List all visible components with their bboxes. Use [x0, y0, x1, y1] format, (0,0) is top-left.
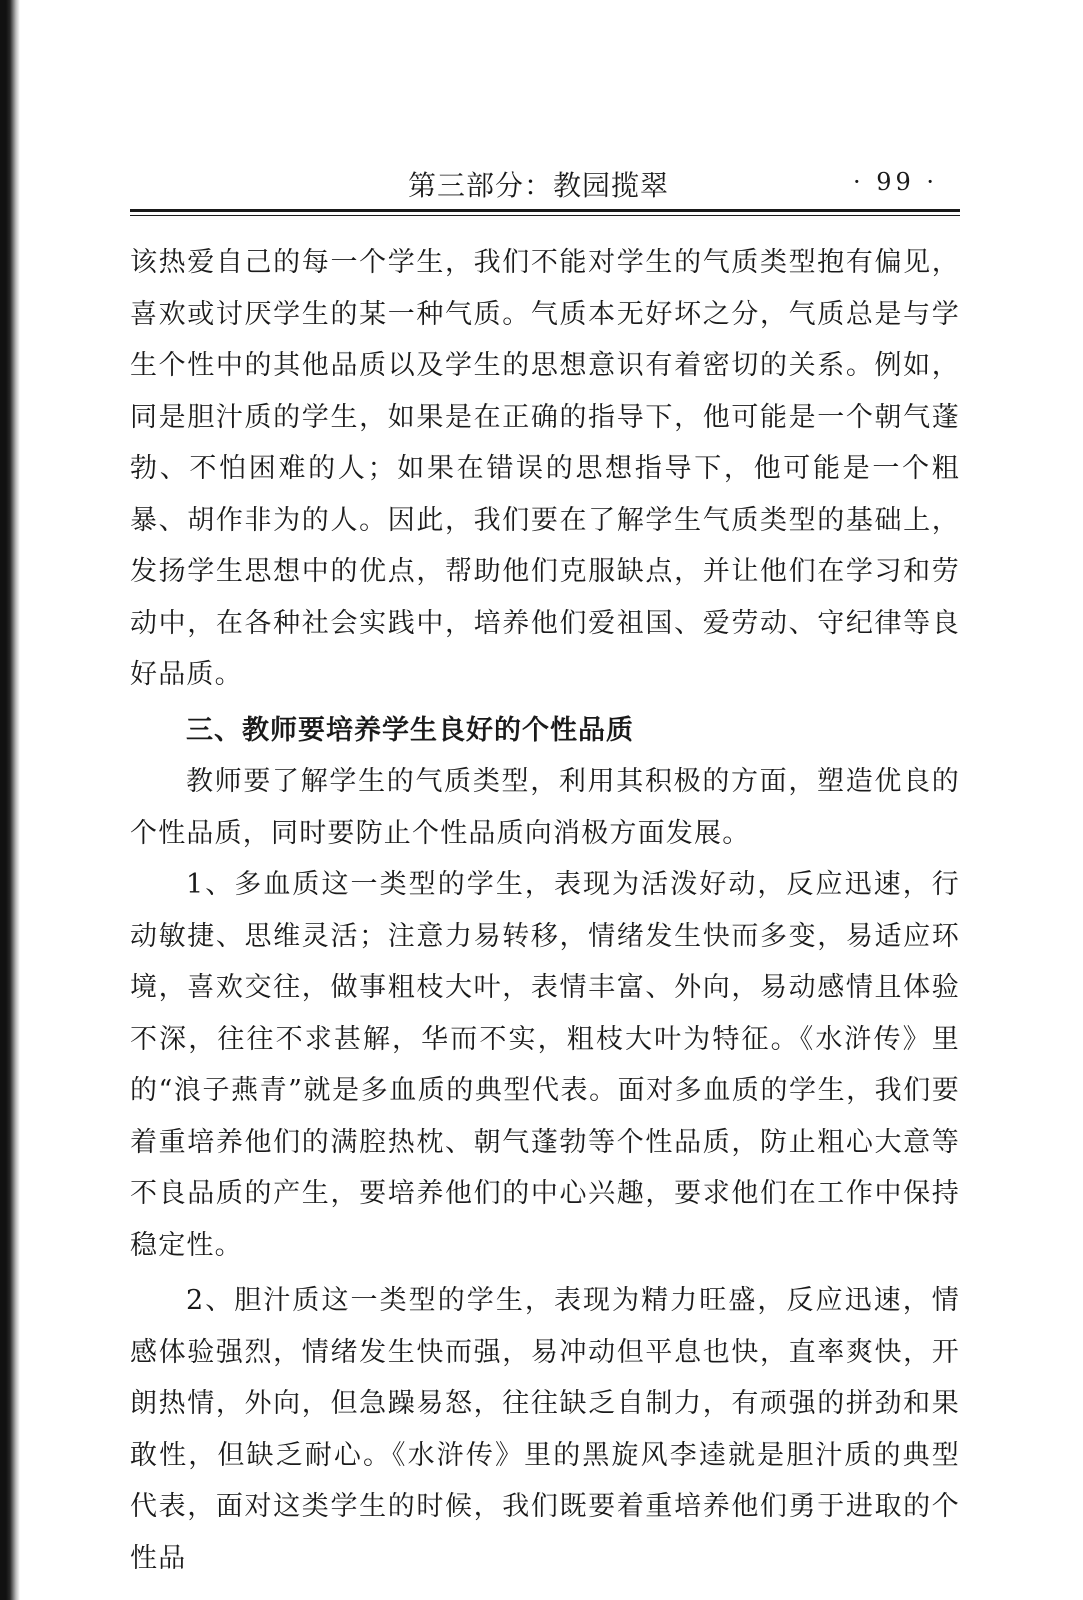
page-number: · 99 · — [852, 168, 938, 196]
paragraph-item-2: 2、胆汁质这一类型的学生，表现为精力旺盛，反应迅速，情感体验强烈，情绪发生快而强，易冲动但平息也快，直率爽快，开朗热情，外向，但急躁易怒，往往缺乏自制力，有顽强的拼劲和果敢性，但缺乏耐心。《水浒传》里的黑旋风李逵就是胆汁质的典型代表，面对这类学生的时候，我们既要着重培养他们勇于进取的个性品 — [130, 1285, 960, 1574]
section-heading: 三、教师要培养学生良好的个性品质 — [186, 714, 634, 746]
paragraph-intro: 教师要了解学生的气质类型，利用其积极的方面，塑造优良的个性品质，同时要防止个性品质向消极方面发展。 — [130, 766, 960, 849]
header-rule-thick — [130, 209, 960, 212]
paragraph-item-1: 1、多血质这一类型的学生，表现为活泼好动，反应迅速，行动敏捷、思维灵活；注意力易转移，情绪发生快而多变，易适应环境，喜欢交往，做事粗枝大叶，表情丰富、外向，易动感情且体验不深，往往不求甚解，华而不实，粗枝大叶为特征。《水浒传》里的“浪子燕青”就是多血质的典型代表。面对多血质的学生，我们要着重培养他们的满腔热枕、朝气蓬勃等个性品质，防止粗心大意等不良品质的产生，要培养他们的中心兴趣，要求他们在工作中保持稳定性。 — [130, 869, 960, 1261]
body-text — [130, 237, 960, 1584]
scan-page-edge — [0, 0, 20, 1600]
running-header — [130, 158, 960, 208]
header-rule-thin — [130, 215, 960, 216]
running-header-title: 第三部分：教园揽翠 — [408, 169, 670, 202]
paragraph-continued: 该热爱自己的每一个学生，我们不能对学生的气质类型抱有偏见，喜欢或讨厌学生的某一种气质。气质本无好坏之分，气质总是与学生个性中的其他品质以及学生的思想意识有着密切的关系。例如，同是胆汁质的学生，如果是在正确的指导下，他可能是一个朝气蓬勃、不怕困难的人；如果在错误的思想指导下，他可能是一个粗暴、胡作非为的人。因此，我们要在了解学生气质类型的基础上，发扬学生思想中的优点，帮助他们克服缺点，并让他们在学习和劳动中，在各种社会实践中，培养他们爱祖国、爱劳动、守纪律等良好品质。 — [130, 247, 960, 690]
